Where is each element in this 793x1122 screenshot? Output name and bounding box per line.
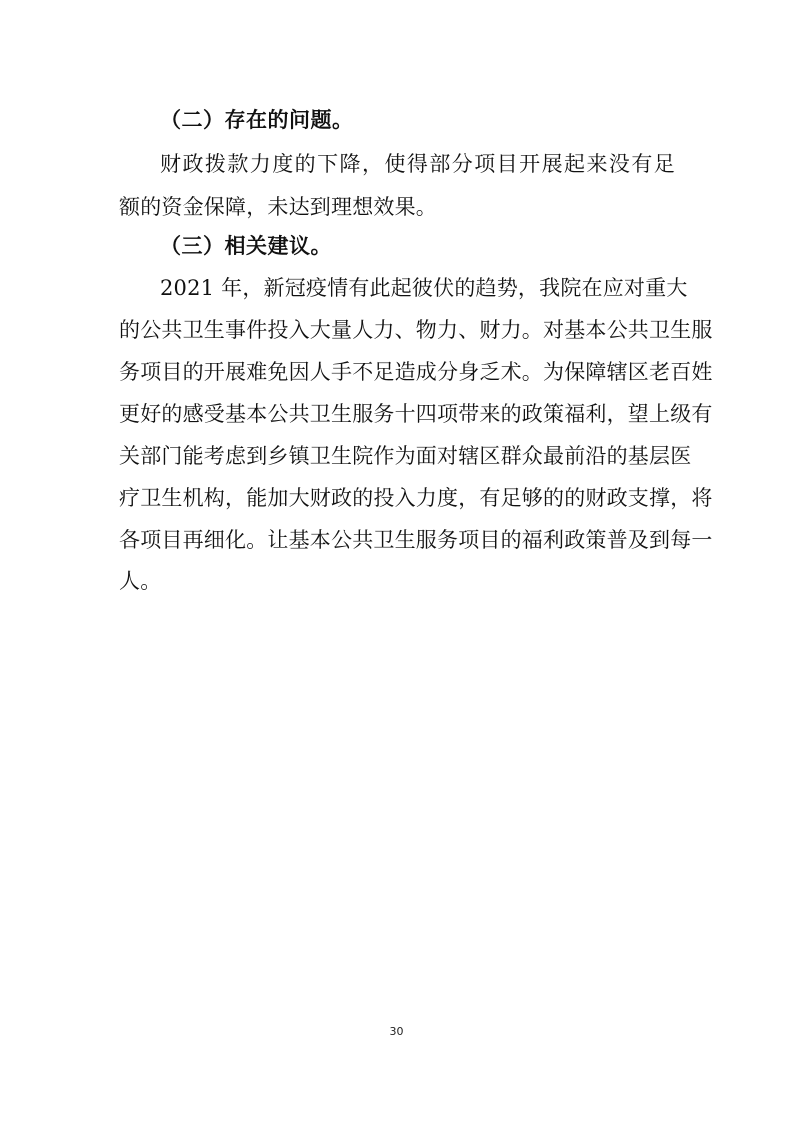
- paragraph-line: 疗卫生机构，能加大财政的投入力度，有足够的的财政支撑，将: [119, 486, 713, 510]
- section-heading-problems: （二）存在的问题。: [160, 108, 354, 132]
- paragraph-line: 更好的感受基本公共卫生服务十四项带来的政策福利，望上级有: [119, 402, 713, 426]
- paragraph-line: 务项目的开展难免因人手不足造成分身乏术。为保障辖区老百姓: [119, 360, 713, 384]
- paragraph-line: 各项目再细化。让基本公共卫生服务项目的福利政策普及到每一: [119, 528, 713, 552]
- paragraph-line: 关部门能考虑到乡镇卫生院作为面对辖区群众最前沿的基层医: [119, 444, 692, 468]
- paragraph-line: 财政拨款力度的下降，使得部分项目开展起来没有足: [160, 152, 675, 176]
- section-heading-suggestions: （三）相关建议。: [160, 234, 332, 258]
- paragraph-line: 的公共卫生事件投入大量人力、物力、财力。对基本公共卫生服: [119, 318, 713, 342]
- paragraph-line: 额的资金保障，未达到理想效果。: [119, 195, 437, 219]
- page-number: 30: [389, 1025, 404, 1038]
- paragraph-line: 人。: [119, 569, 162, 593]
- paragraph-line: 2021 年，新冠疫情有此起彼伏的趋势，我院在应对重大: [160, 276, 688, 300]
